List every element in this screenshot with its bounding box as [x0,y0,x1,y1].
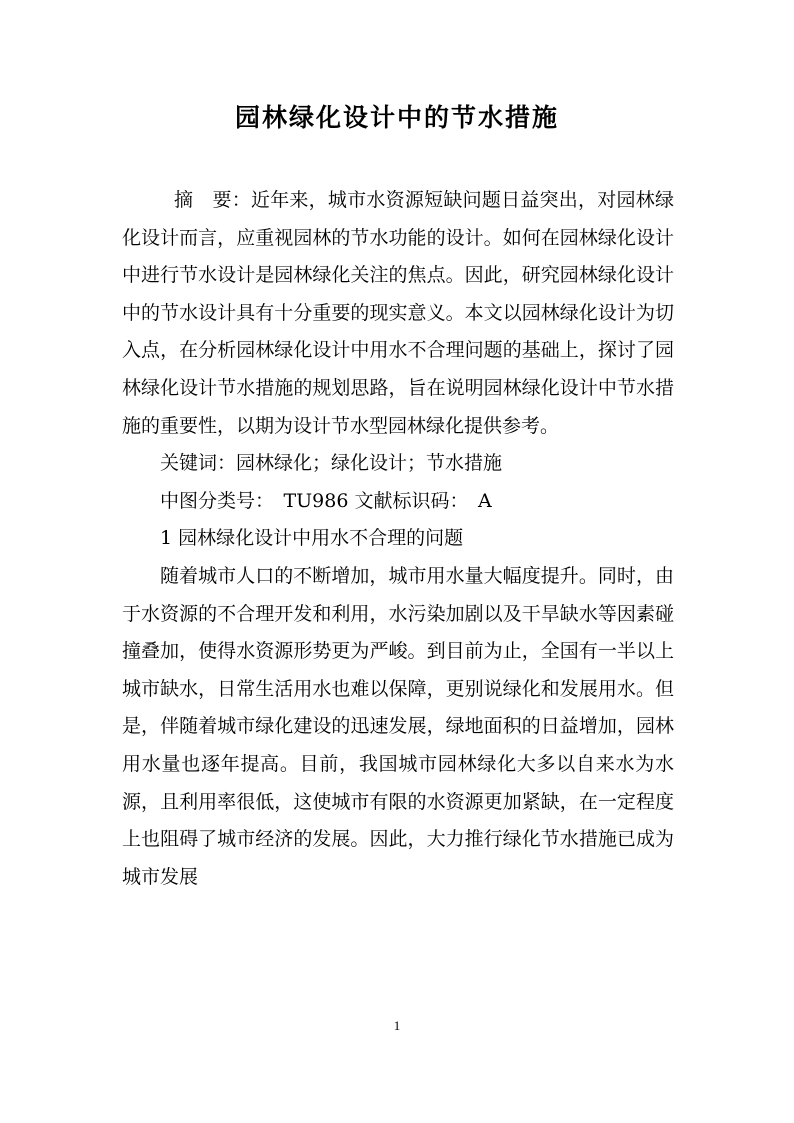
document-body [122,182,674,896]
keywords-line: 关键词：园林绿化；绿化设计；节水措施 [160,452,503,475]
abstract-paragraph: 摘 要：近年来，城市水资源短缺问题日益突出，对园林绿化设计而言，应重视园林的节水功能的设计。如何在园林绿化设计中进行节水设计是园林绿化关注的焦点。因此，研究园林绿化设计中的节水设计具有十分重要的现实意义。本文以园林绿化设计为切入点，在分析园林绿化设计中用水不合理问题的基础上，探讨了园林绿化设计节水措施的规划思路，旨在说明园林绿化设计中节水措施的重要性，以期为设计节水型园林绿化提供参考。 [122,189,674,437]
document-title: 园林绿化设计中的节水措施 [234,103,559,132]
section-heading: 1 园林绿化设计中用水不合理的问题 [160,527,464,550]
page-number: 1 [393,1018,401,1033]
classification-line: 中图分类号： TU986 文献标识码： A [160,489,492,512]
body-paragraph: 随着城市人口的不断增加，城市用水量大幅度提升。同时，由于水资源的不合理开发和利用，水污染加剧以及干旱缺水等因素碰撞叠加，使得水资源形势更为严峻。到目前为止，全国有一半以上城市缺水，日常生活用水也难以保障，更别说绿化和发展用水。但是，伴随着城市绿化建设的迅速发展，绿地面积的日益增加，园林用水量也逐年提高。目前，我国城市园林绿化大多以自来水为水源，且利用率很低，这使城市有限的水资源更加紧缺，在一定程度上也阻碍了城市经济的发展。因此，大力推行绿化节水措施已成为城市发展 [122,564,674,888]
